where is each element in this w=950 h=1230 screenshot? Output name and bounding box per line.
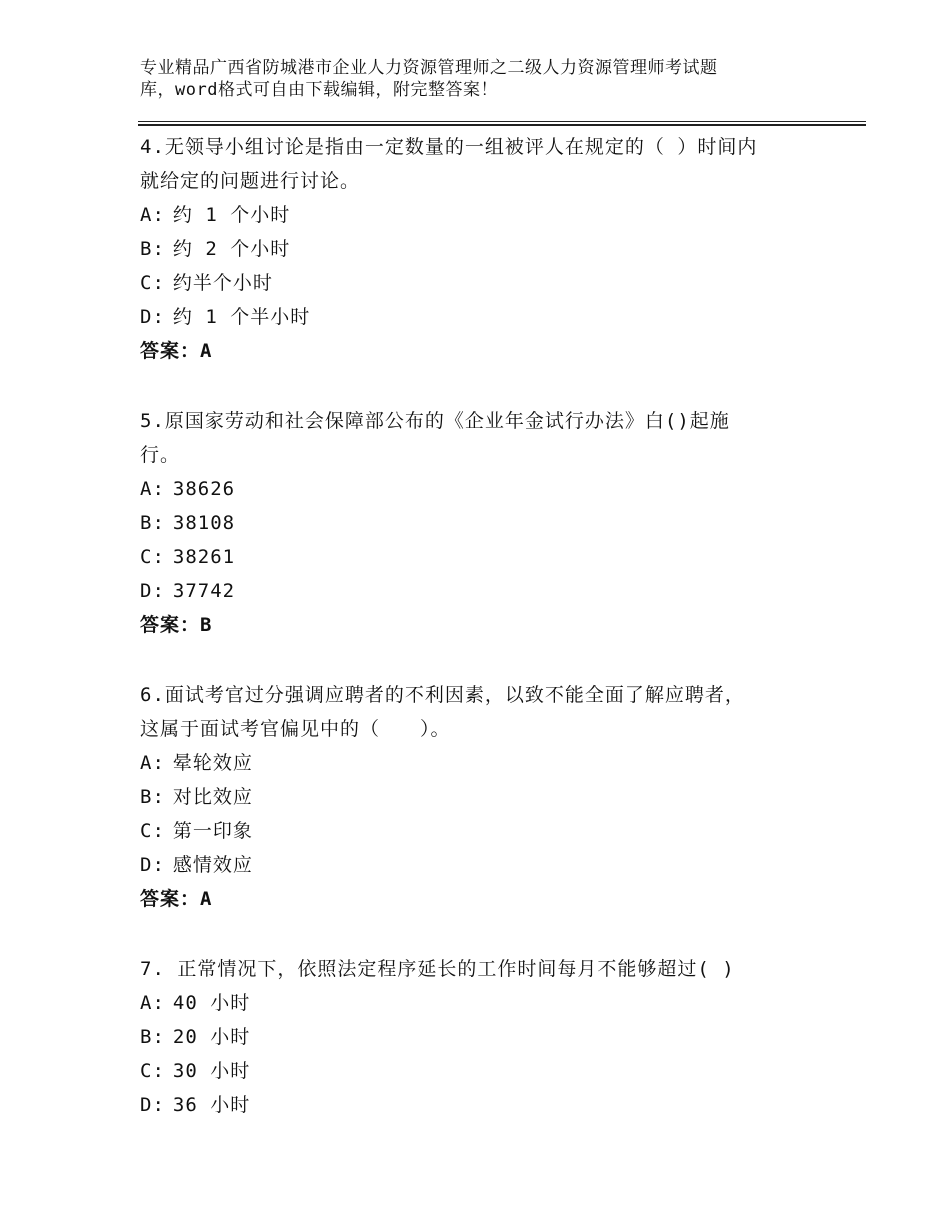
option-d	[140, 1088, 840, 1122]
question-text: 6.面试考官过分强调应聘者的不利因素，以致不能全面了解应聘者，	[140, 684, 745, 706]
document-header	[140, 57, 820, 101]
option-key: D:	[140, 854, 165, 876]
option-c	[140, 540, 840, 574]
option-key: C:	[140, 1060, 165, 1082]
question-text: 这属于面试考官偏见中的（ ）。	[140, 718, 451, 740]
question-text: 7. 正常情况下，依照法定程序延长的工作时间每月不能够超过( )	[140, 958, 735, 980]
option-text: 约 2 个小时	[172, 238, 291, 260]
option-text: 38626	[172, 478, 236, 500]
answer-line: 答案：B	[140, 614, 213, 636]
option-d	[140, 848, 840, 882]
option-b	[140, 1020, 840, 1054]
option-text: 对比效应	[172, 786, 253, 808]
option-text: 感情效应	[172, 854, 253, 876]
question-list	[140, 130, 840, 1122]
option-key: D:	[140, 306, 165, 328]
option-key: C:	[140, 272, 165, 294]
question-text: 4.无领导小组讨论是指由一定数量的一组被评人在规定的（ ）时间内	[140, 136, 758, 158]
option-a	[140, 746, 840, 780]
question-gap	[140, 642, 840, 678]
option-text: 30 小时	[172, 1060, 251, 1082]
option-c	[140, 814, 840, 848]
option-text: 38108	[172, 512, 236, 534]
option-a	[140, 472, 840, 506]
question-gap	[140, 916, 840, 952]
option-key: D:	[140, 1094, 165, 1116]
answer-line: 答案：A	[140, 888, 213, 910]
option-key: A:	[140, 204, 165, 226]
option-key: B:	[140, 786, 165, 808]
option-b	[140, 232, 840, 266]
option-text: 20 小时	[172, 1026, 251, 1048]
option-key: B:	[140, 512, 165, 534]
option-text: 36 小时	[172, 1094, 251, 1116]
option-key: C:	[140, 820, 165, 842]
question-7	[140, 952, 840, 1122]
question-4	[140, 130, 840, 368]
option-text: 37742	[172, 580, 236, 602]
option-a	[140, 198, 840, 232]
option-key: B:	[140, 1026, 165, 1048]
question-gap	[140, 368, 840, 404]
option-text: 约半个小时	[172, 272, 273, 294]
option-text: 约 1 个小时	[172, 204, 291, 226]
option-text: 晕轮效应	[172, 752, 253, 774]
option-key: A:	[140, 478, 165, 500]
question-text: 就给定的问题进行讨论。	[140, 170, 361, 192]
option-c	[140, 266, 840, 300]
header-divider-thick	[138, 124, 866, 126]
option-text: 38261	[172, 546, 236, 568]
question-text: 行。	[140, 444, 181, 466]
option-key: B:	[140, 238, 165, 260]
header-divider-thin	[138, 121, 866, 122]
option-key: A:	[140, 752, 165, 774]
option-b	[140, 780, 840, 814]
option-key: A:	[140, 992, 165, 1014]
option-b	[140, 506, 840, 540]
option-key: D:	[140, 580, 165, 602]
option-a	[140, 986, 840, 1020]
option-text: 40 小时	[172, 992, 251, 1014]
header-line-2: 库，word格式可自由下载编辑，附完整答案！	[140, 80, 498, 100]
option-key: C:	[140, 546, 165, 568]
option-d	[140, 574, 840, 608]
header-line-1: 专业精品广西省防城港市企业人力资源管理师之二级人力资源管理师考试题	[140, 58, 718, 78]
question-5	[140, 404, 840, 642]
option-d	[140, 300, 840, 334]
question-6	[140, 678, 840, 916]
option-text: 约 1 个半小时	[172, 306, 311, 328]
option-c	[140, 1054, 840, 1088]
option-text: 第一印象	[172, 820, 253, 842]
answer-line: 答案：A	[140, 340, 213, 362]
question-text: 5.原国家劳动和社会保障部公布的《企业年金试行办法》白()起施	[140, 410, 730, 432]
